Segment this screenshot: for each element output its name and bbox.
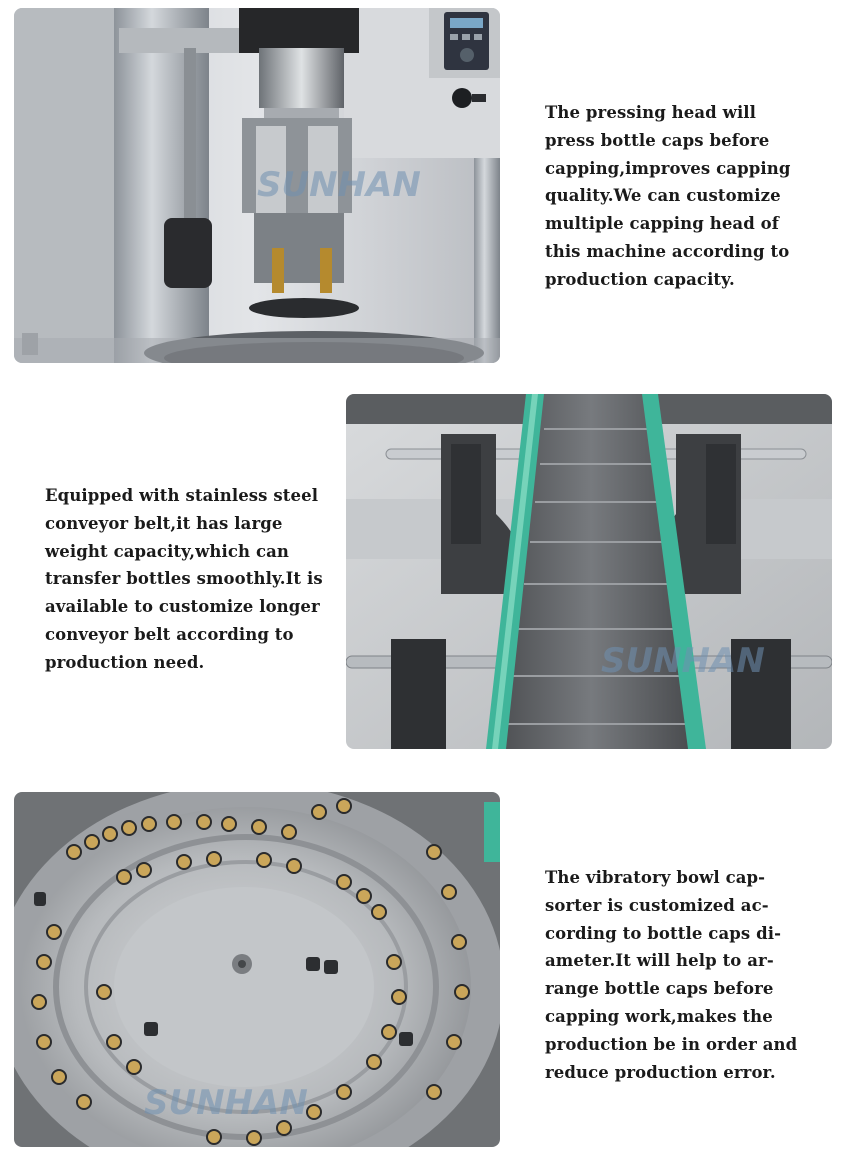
- conveyor-belt-photo: [346, 394, 832, 749]
- watermark-logo: SUNHAN: [257, 165, 421, 205]
- vibratory-bowl-photo: [14, 792, 500, 1147]
- conveyor-belt-description: Equipped with stainless steel conveyor belt,it has large weight capacity,which can transfer bottles smoothly.It is available to customize longer conveyor belt according to production need.: [45, 486, 323, 672]
- capping-head-photo: [14, 8, 500, 363]
- pressing-head-description: The pressing head will press bottle caps before capping,improves capping quality.We can customize multiple capping head of this machine according to production capacity.: [545, 103, 791, 289]
- watermark-logo: SUNHAN: [601, 641, 765, 681]
- vibratory-bowl-description: The vibratory bowl cap- sorter is customized ac- cording to bottle caps di- ameter.It will help to ar- range bottle caps before capping work,makes the production be in order and reduce production error.: [545, 868, 798, 1082]
- watermark-logo: SUNHAN: [144, 1083, 308, 1123]
